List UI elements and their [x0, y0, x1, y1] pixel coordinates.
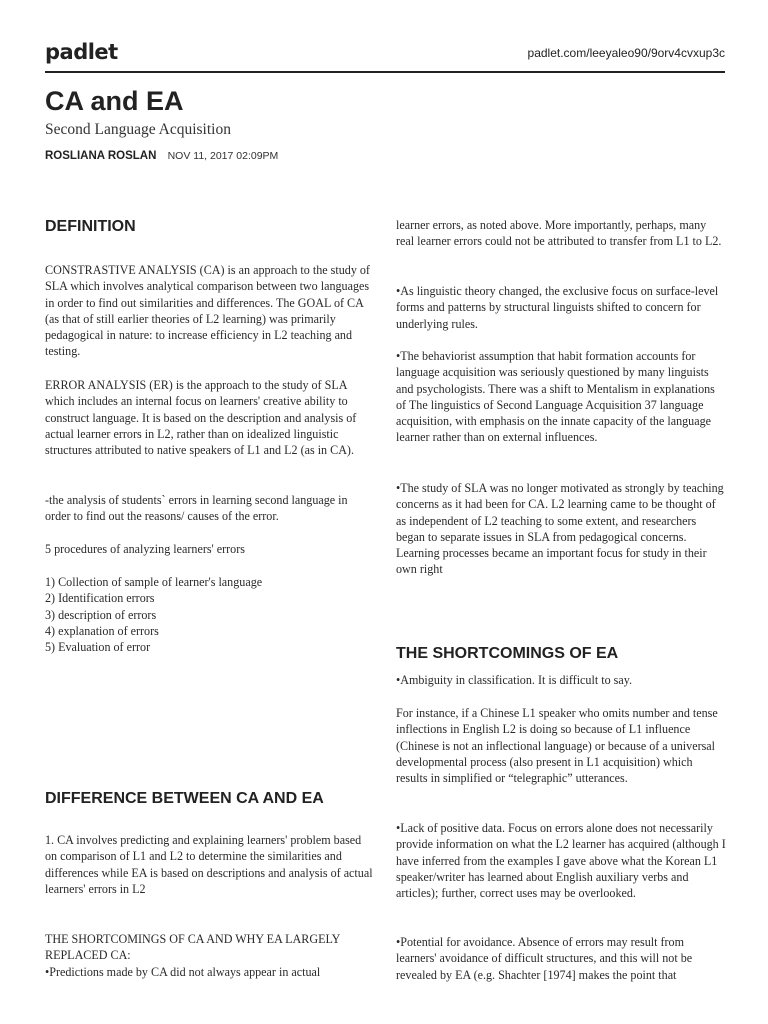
author-name: ROSLIANA ROSLAN: [45, 150, 157, 162]
paragraph: •The behaviorist assumption that habit formation accounts for language acquisition was seriously questioned by many linguists and psychologists. There was a shift to Mentalism in explanations of The linguistics of Second Language Acquisition 37 language acquisition, with emphasis on the innate capacity of the language learner rather than on external influences.: [396, 349, 715, 445]
definition-p3: [45, 492, 373, 525]
post-subtitle: Second Language Acquisition: [45, 121, 231, 138]
paragraph: •Ambiguity in classification. It is difficult to say.: [396, 673, 632, 687]
list-item: 4) explanation of errors: [45, 623, 159, 638]
list-item: 3) description of errors: [45, 607, 157, 622]
list-item: 5) Evaluation of error: [45, 640, 151, 655]
post-title: CA and EA: [45, 86, 184, 116]
paragraph: -the analysis of students` errors in learning second language in order to find out the reasons/ causes of the error.: [45, 493, 348, 524]
post-date: NOV 11, 2017 02:09PM: [167, 150, 279, 162]
paragraph: 5 procedures of analyzing learners' errors: [45, 542, 245, 556]
paragraph: learner errors, as noted above. More importantly, perhaps, many real learner errors could not be attributed to transfer from L1 to L2.: [396, 218, 722, 249]
shortcomings-p3: [396, 820, 726, 901]
difference-p1: [45, 832, 373, 897]
header-divider: [45, 71, 725, 73]
list-item: 1) Collection of sample of learner's language: [45, 575, 263, 589]
definition-p4: [45, 541, 373, 557]
right-p2: [396, 283, 726, 332]
shortcomings-p1: [396, 672, 726, 688]
paragraph: •Potential for avoidance. Absence of errors may result from learners' avoidance of difficult structures, and this will not be revealed by EA (e.g. Shachter [1974] makes the point that: [396, 935, 693, 982]
definition-p1: [45, 262, 373, 360]
definition-section: [45, 218, 373, 236]
list-item: 2) Identification errors: [45, 591, 155, 606]
shortcomings-ea-heading: THE SHORTCOMINGS OF EA: [396, 645, 619, 662]
shortcomings-p2: [396, 705, 726, 786]
paragraph: 1. CA involves predicting and explaining learners' problem based on comparison of L1 and L2 to determine the similarities and differences while EA is based on descriptions and analysis of actual learners' errors in L2: [45, 833, 373, 896]
paragraph: •The study of SLA was no longer motivated as strongly by teaching concerns as it had been for CA. L2 learning came to be thought of as independent of L2 teaching to some extent, and researchers began to separate issues in SLA from pedagogical concerns. Learning processes became an important focus for study in their own right: [396, 481, 724, 577]
paragraph: For instance, if a Chinese L1 speaker who omits number and tense inflections in English L2 is doing so because of L1 influence (Chinese is not an inflectional language) or because of a universal developmental process (also present in L1 acquisition) which results in simplified or “telegraphic” utterances.: [396, 706, 718, 786]
right-p3: [396, 348, 726, 446]
paragraph: •As linguistic theory changed, the exclusive focus on surface-level forms and patterns by structural linguists shifted to concern for underlying rules.: [396, 284, 719, 331]
difference-p2: [45, 931, 373, 980]
paragraph: •Predictions made by CA did not always appear in actual: [45, 964, 321, 979]
definition-p2: [45, 377, 373, 458]
page-header: [45, 40, 725, 72]
difference-section: [45, 790, 373, 808]
paragraph: ERROR ANALYSIS (ER) is the approach to the study of SLA which includes an internal focus on learners' creative ability to construct language. It is based on the description and analysis of actual learner errors in L2, rather than on idealized linguistic structures attributed to native speakers of L1 and L2 (as in CA).: [45, 378, 357, 458]
right-p1: [396, 217, 726, 250]
shortcomings-ea-section: [396, 645, 726, 663]
definition-heading: DEFINITION: [45, 218, 136, 235]
padlet-logo[interactable]: padlet: [45, 40, 118, 64]
difference-heading: DIFFERENCE BETWEEN CA AND EA: [45, 790, 324, 807]
paragraph: CONSTRASTIVE ANALYSIS (CA) is an approach to the study of SLA which involves analytical comparison between two languages in order to find out similarities and differences. The GOAL of CA (as that of still earlier theories of L2 learning) was primarily pedagogical in nature: to increase efficiency in L2 teaching and testing.: [45, 263, 370, 359]
paragraph: •Lack of positive data. Focus on errors alone does not necessarily provide information on what the L2 learner has acquired (although I have inferred from the examples I gave above what the Korean L1 speaker/writer has learned about English auxiliary verbs and articles); further, correct uses may be overlooked.: [396, 821, 726, 901]
procedures-list: [45, 574, 373, 655]
shortcomings-p4: [396, 934, 726, 983]
right-p4: [396, 480, 726, 578]
paragraph: THE SHORTCOMINGS OF CA AND WHY EA LARGELY REPLACED CA:: [45, 932, 340, 963]
padlet-url[interactable]: padlet.com/leeyaleo90/9orv4cvxup3c: [527, 46, 725, 60]
post-meta: [45, 150, 278, 162]
